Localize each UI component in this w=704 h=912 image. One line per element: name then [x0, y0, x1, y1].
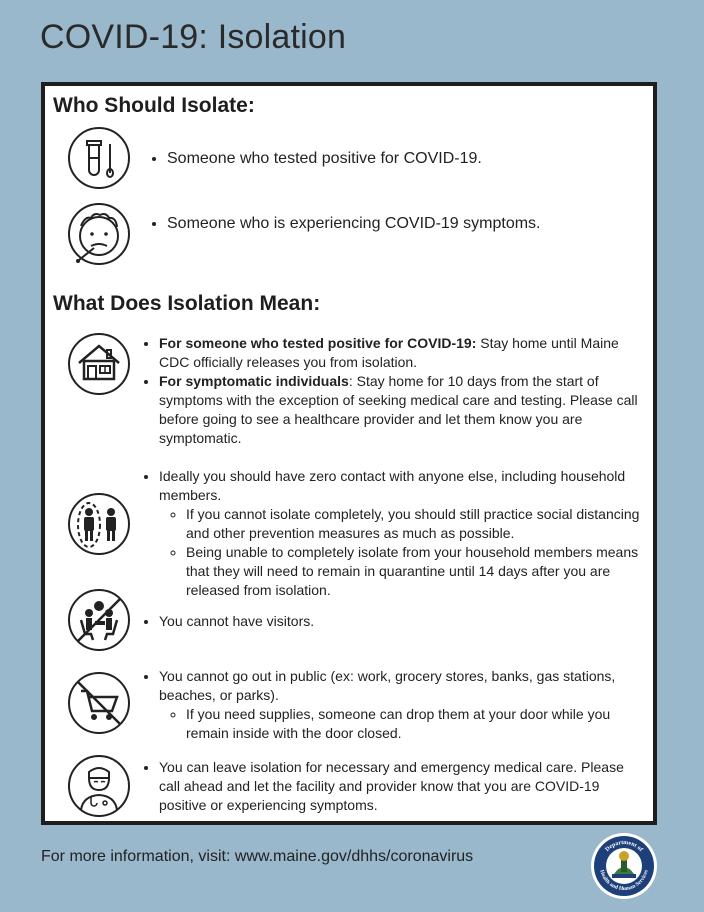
no-shopping-cart-icon — [67, 671, 131, 735]
contact-item: • Ideally you should have zero contact with anyone else, including household members. ◦ If you cannot isolate completely, you should still practice social distancing and other prevention measures as much as possible. ◦ Being unable to completely isolate from your household members means that they will need to remain in quarantine until 14 days after you are released from isolation. — [159, 467, 641, 600]
sick-face-icon — [67, 202, 131, 266]
mean-heading: What Does Isolation Mean: — [53, 292, 321, 315]
house-item-symptomatic: • For symptomatic individuals: Stay home for 10 days from the start of symptoms with the exception of seeking medical care and testing. Please call before going to see a healthcare provider and let them know you are symptomatic. — [159, 372, 641, 448]
footer-text: For more information, visit: www.maine.gov/dhhs/coronavirus — [41, 848, 474, 865]
doctor-icon — [67, 754, 131, 818]
svg-text:Department of: Department of — [604, 839, 644, 853]
page-title: COVID-19: Isolation — [40, 18, 347, 56]
separated-people-icon — [67, 492, 131, 556]
who-heading: Who Should Isolate: — [53, 94, 255, 117]
house-item-positive: • For someone who tested positive for COVID-19: Stay home until Maine CDC officially releases you from isolation. — [159, 334, 641, 372]
maine-dhhs-seal — [590, 832, 658, 900]
contact-subitem: ◦ Being unable to completely isolate from your household members means that they will need to remain in quarantine until 14 days after you are released from isolation. — [186, 543, 641, 600]
who-item: • Someone who is experiencing COVID-19 symptoms. — [167, 213, 629, 235]
public-subitem: ◦ If you need supplies, someone can drop them at your door while you remain inside with the door closed. — [186, 705, 641, 743]
svg-text:Health and Human Services: Health and Human Services — [598, 869, 650, 893]
visitors-item: • You cannot have visitors. — [159, 612, 641, 631]
public-item: • You cannot go out in public (ex: work, grocery stores, banks, gas stations, beaches, or parks). ◦ If you need supplies, someone can drop them at your door while you remain inside with the door closed. — [159, 667, 641, 743]
house-icon — [67, 332, 131, 396]
who-item: • Someone who tested positive for COVID-19. — [167, 148, 629, 170]
medical-item: • You can leave isolation for necessary and emergency medical care. Please call ahead and let the facility and provider know that you are COVID-19 positive or experiencing symptoms. — [159, 758, 641, 815]
test-tube-icon — [67, 126, 131, 190]
no-visitors-icon — [67, 588, 131, 652]
contact-subitem: ◦ If you cannot isolate completely, you should still practice social distancing and other prevention measures as much as possible. — [186, 505, 641, 543]
info-panel — [41, 82, 657, 825]
